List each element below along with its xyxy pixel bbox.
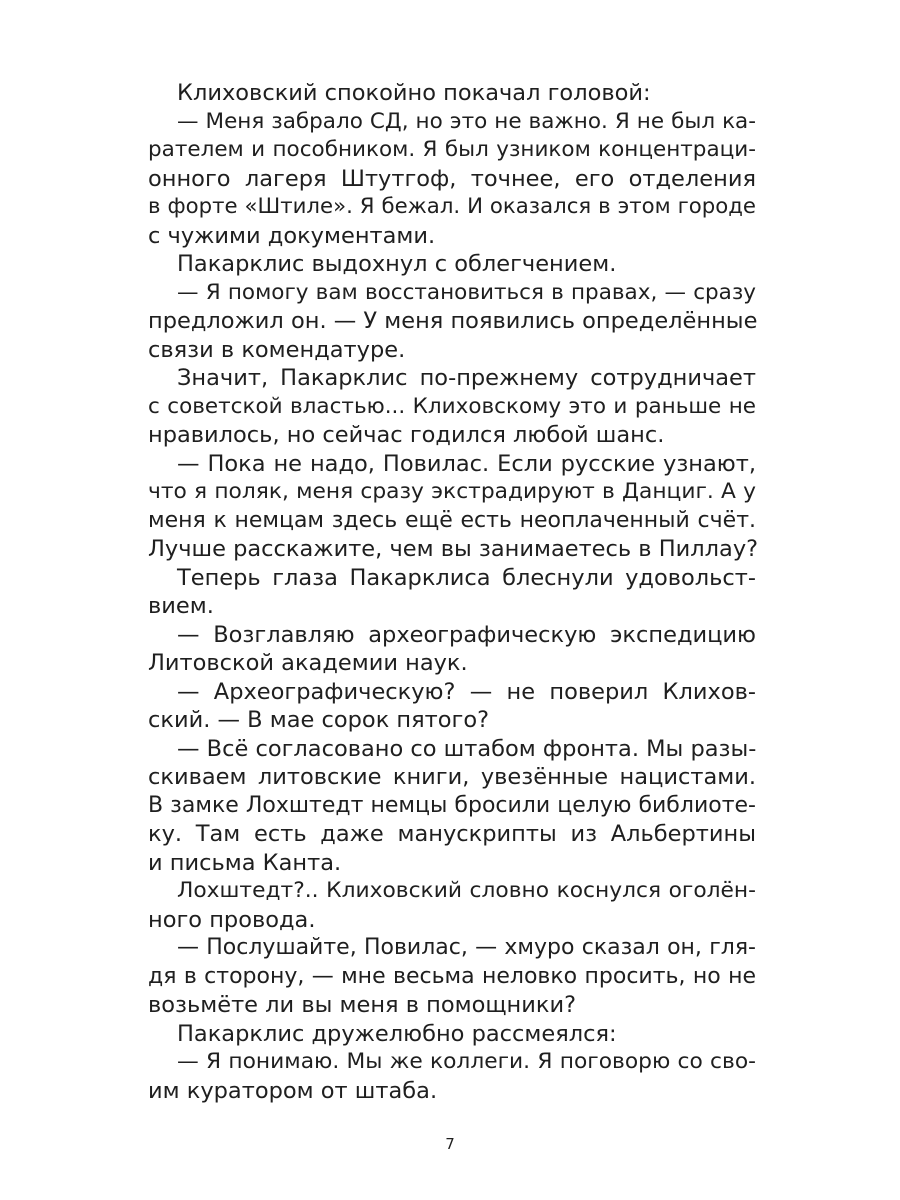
text-line: меня к немцам здесь ещё есть неоплаченный счёт. xyxy=(148,507,756,533)
text-line: и письма Канта. xyxy=(148,849,342,876)
text-line: Лохштедт?.. Клиховский словно коснулся оголён- xyxy=(177,878,756,903)
page-number: 7 xyxy=(445,1135,455,1153)
text-line: вием. xyxy=(148,593,214,619)
text-line: с советской властью... Клиховскому это и раньше не xyxy=(148,393,756,419)
text-line: онного лагеря Штутгоф, точнее, его отделения xyxy=(148,165,756,192)
text-line: возьмёте ли вы меня в помощники? xyxy=(148,992,577,1018)
text-line: Пакарклис выдохнул с облегчением. xyxy=(177,251,617,277)
text-line: ку. Там есть даже манускрипты из Альбертины xyxy=(148,821,756,847)
text-line: — Возглавляю археографическую экспедицию xyxy=(177,621,756,648)
text-line: — Я помогу вам восстановиться в правах, — сразу xyxy=(177,279,756,305)
text-line: ский. — В мае сорок пятого? xyxy=(148,707,490,733)
text-line: — Археографическую? — не поверил Клихов- xyxy=(177,678,756,705)
text-line: — Всё согласовано со штабом фронта. Мы разы- xyxy=(177,735,757,762)
text-line: скиваем литовские книги, увезённые нацистами. xyxy=(148,764,756,790)
text-line: в форте «Штиле». Я бежал. И оказался в этом городе xyxy=(148,194,756,219)
text-line: с чужими документами. xyxy=(148,222,436,249)
text-line: связи в комендатуре. xyxy=(148,336,406,363)
text-line: ного провода. xyxy=(148,906,316,933)
text-line: Лучше расскажите, чем вы занимаетесь в Пиллау? xyxy=(148,536,759,562)
text-line: предложил он. — У меня появились определённые xyxy=(148,308,758,334)
text-line: Клиховский спокойно покачал головой: xyxy=(177,80,651,106)
text-line: Теперь глаза Пакарклиса блеснули удовольст- xyxy=(177,564,756,591)
book-page xyxy=(148,78,759,1198)
text-line: рателем и пособником. Я был узником концентраци- xyxy=(148,137,756,162)
text-line: Пакарклис дружелюбно рассмеялся: xyxy=(177,1020,617,1047)
text-line: — Послушайте, Повилас, — хмуро сказал он, гля- xyxy=(177,935,756,960)
text-line: В замке Лохштедт немцы бросили целую библиоте- xyxy=(148,792,756,818)
text-line: Значит, Пакарклис по-прежнему сотрудничает xyxy=(177,365,756,391)
text-line: Литовской академии наук. xyxy=(148,650,468,676)
text-line: что я поляк, меня сразу экстрадируют в Данциг. А у xyxy=(148,479,756,504)
text-line: им куратором от штаба. xyxy=(148,1077,438,1104)
text-line: — Пока не надо, Повилас. Если русские узнают, xyxy=(177,450,756,477)
text-line: — Я понимаю. Мы же коллеги. Я поговорю со сво- xyxy=(177,1049,756,1074)
text-line: нравилось, но сейчас годился любой шанс. xyxy=(148,422,665,448)
text-line: дя в сторону, — мне весьма неловко просить, но не xyxy=(148,963,756,989)
text-line: — Меня забрало СД, но это не важно. Я не был ка- xyxy=(177,108,756,134)
